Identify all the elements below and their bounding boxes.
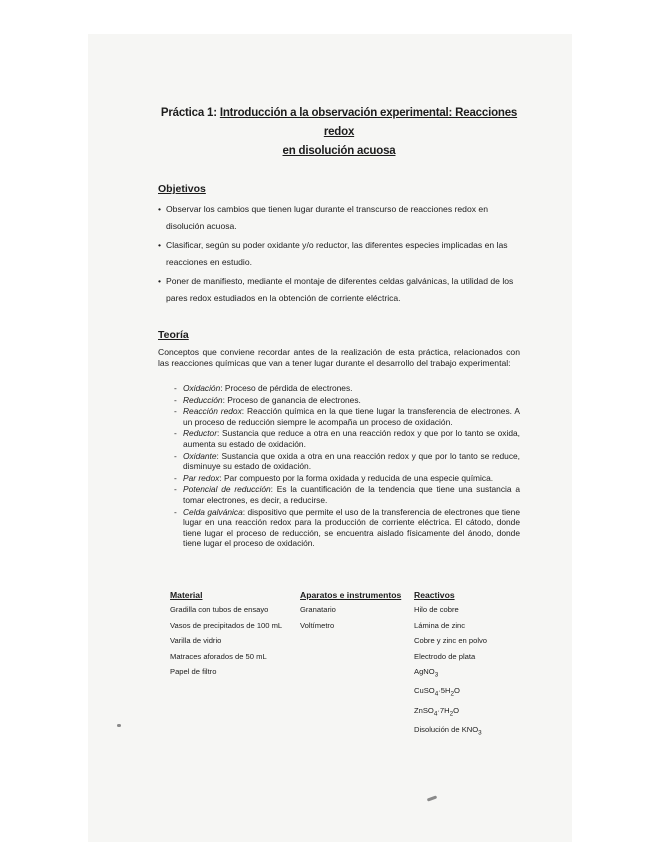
formula-mid: ·7H bbox=[437, 705, 450, 715]
reactivo-formula bbox=[414, 703, 487, 722]
reactivos-heading: Reactivos bbox=[414, 590, 455, 600]
formula-sub: 2 bbox=[450, 691, 454, 698]
definition-text: : dispositivo que permite el uso de la transferencia de electrones que tiene lugar en una reacción redox para la producción de corriente eléctrica. El cátodo, donde tiene lugar el proceso de reducción, se encuentra aislado físicamente del ánodo, donde tiene lugar el proceso de oxidación. bbox=[183, 506, 520, 549]
reactivos-column bbox=[414, 588, 487, 741]
definition-term: Reacción redox bbox=[183, 406, 242, 417]
theory-heading: Teoría bbox=[158, 329, 189, 341]
formula-base: Disolución de KNO bbox=[414, 724, 479, 734]
definition-item bbox=[174, 406, 520, 427]
objective-item: • Observar los cambios que tienen lugar durante el transcurso de reacciones redox en disolución acuosa. bbox=[158, 201, 520, 235]
reactivo-item: Hilo de cobre bbox=[414, 605, 459, 614]
page-title bbox=[158, 104, 520, 161]
definition-text: : Proceso de pérdida de electrones. bbox=[220, 383, 353, 393]
definition-text: : Es la cuantificación de la tendencia que tiene una sustancia a tomar electrones, es decir, a reducirse. bbox=[183, 484, 520, 505]
formula-base: CuSO bbox=[414, 686, 435, 696]
material-heading: Material bbox=[170, 590, 203, 600]
formula-base: AgNO bbox=[414, 667, 435, 677]
aparatos-heading: Aparatos e instrumentos bbox=[300, 590, 402, 600]
title-line-2: en disolución acuosa bbox=[282, 145, 396, 157]
definition-term: Reductor bbox=[183, 428, 217, 439]
title-prefix: Práctica 1: bbox=[160, 107, 220, 119]
definition-term: Potencial de reducción bbox=[183, 484, 271, 495]
objective-item: • Clasificar, según su poder oxidante y/o reductor, las diferentes especies implicadas en las reacciones en estudio. bbox=[158, 237, 520, 271]
material-item: Gradilla con tubos de ensayo bbox=[170, 605, 269, 614]
definition-term: Celda galvánica bbox=[183, 506, 243, 517]
definition-term: Oxidante bbox=[183, 450, 217, 461]
definition-term: Par redox bbox=[183, 472, 220, 483]
formula-tail: O bbox=[453, 705, 460, 715]
definition-text: : Sustancia que oxida a otra en una reacción redox y que por lo tanto se reduce, disminuye su estado de oxidación. bbox=[183, 450, 520, 472]
material-column bbox=[170, 588, 282, 680]
definition-item bbox=[174, 484, 520, 505]
definition-term: Oxidación bbox=[183, 383, 221, 393]
formula-tail: O bbox=[454, 686, 460, 696]
definition-item bbox=[174, 451, 520, 472]
formula-sub: 3 bbox=[434, 671, 439, 679]
reactivo-formula bbox=[414, 722, 487, 741]
theory-intro: Conceptos que conviene recordar antes de la realización de esta práctica, relacionados con las reacciones químicas que van a tener lugar durante el desarrollo del trabajo experimental: bbox=[158, 347, 520, 368]
definition-text: : Par compuesto por la forma oxidada y reducida de una especie química. bbox=[219, 472, 494, 483]
material-item: Matraces aforados de 50 mL bbox=[170, 651, 267, 661]
definitions-list bbox=[174, 383, 520, 549]
definition-text: : Reacción química en la que tiene lugar la transferencia de electrones. A un proceso de reducción siempre le acompaña un proceso de oxidación. bbox=[183, 406, 520, 427]
material-item: Papel de filtro bbox=[170, 667, 217, 677]
page-content bbox=[158, 104, 520, 550]
aparatos-item: Granatario bbox=[300, 605, 336, 614]
formula-base: ZnSO bbox=[414, 705, 434, 715]
formula-sub: 2 bbox=[449, 710, 454, 718]
definition-item bbox=[174, 428, 520, 449]
reactivo-formula bbox=[414, 683, 487, 702]
material-item: Vasos de precipitados de 100 mL bbox=[170, 620, 283, 630]
formula-sub: 4 bbox=[433, 710, 438, 718]
definition-item bbox=[174, 473, 520, 484]
reactivo-formula bbox=[414, 664, 487, 683]
definition-term: Reducción bbox=[183, 394, 223, 405]
definition-item bbox=[174, 395, 520, 406]
definition-item bbox=[174, 383, 520, 394]
scan-speck bbox=[117, 724, 121, 727]
reactivo-item: Electrodo de plata bbox=[414, 651, 476, 661]
title-line-1: Introducción a la observación experimental: Reacciones redox bbox=[219, 107, 518, 138]
objectives-heading: Objetivos bbox=[158, 183, 206, 195]
material-item: Varilla de vidrio bbox=[170, 636, 222, 646]
reactivo-item: Cobre y zinc en polvo bbox=[414, 636, 488, 646]
objectives-list bbox=[158, 201, 520, 307]
objective-item: • Poner de manifiesto, mediante el montaje de diferentes celdas galvánicas, la utilidad de los pares redox estudiados en la obtención de corriente eléctrica. bbox=[158, 273, 520, 307]
formula-sub: 3 bbox=[478, 729, 482, 737]
definition-text: : Proceso de ganancia de electrones. bbox=[222, 394, 361, 405]
reactivo-item: Lámina de zinc bbox=[414, 620, 466, 630]
aparatos-item: Voltímetro bbox=[300, 620, 335, 630]
formula-mid: ·5H bbox=[438, 686, 451, 696]
definition-text: : Sustancia que reduce a otra en una reacción redox y que por lo tanto se oxida, aumenta su estado de oxidación. bbox=[183, 428, 520, 449]
definition-item bbox=[174, 507, 520, 549]
formula-sub: 4 bbox=[434, 691, 439, 698]
aparatos-column bbox=[300, 588, 401, 633]
